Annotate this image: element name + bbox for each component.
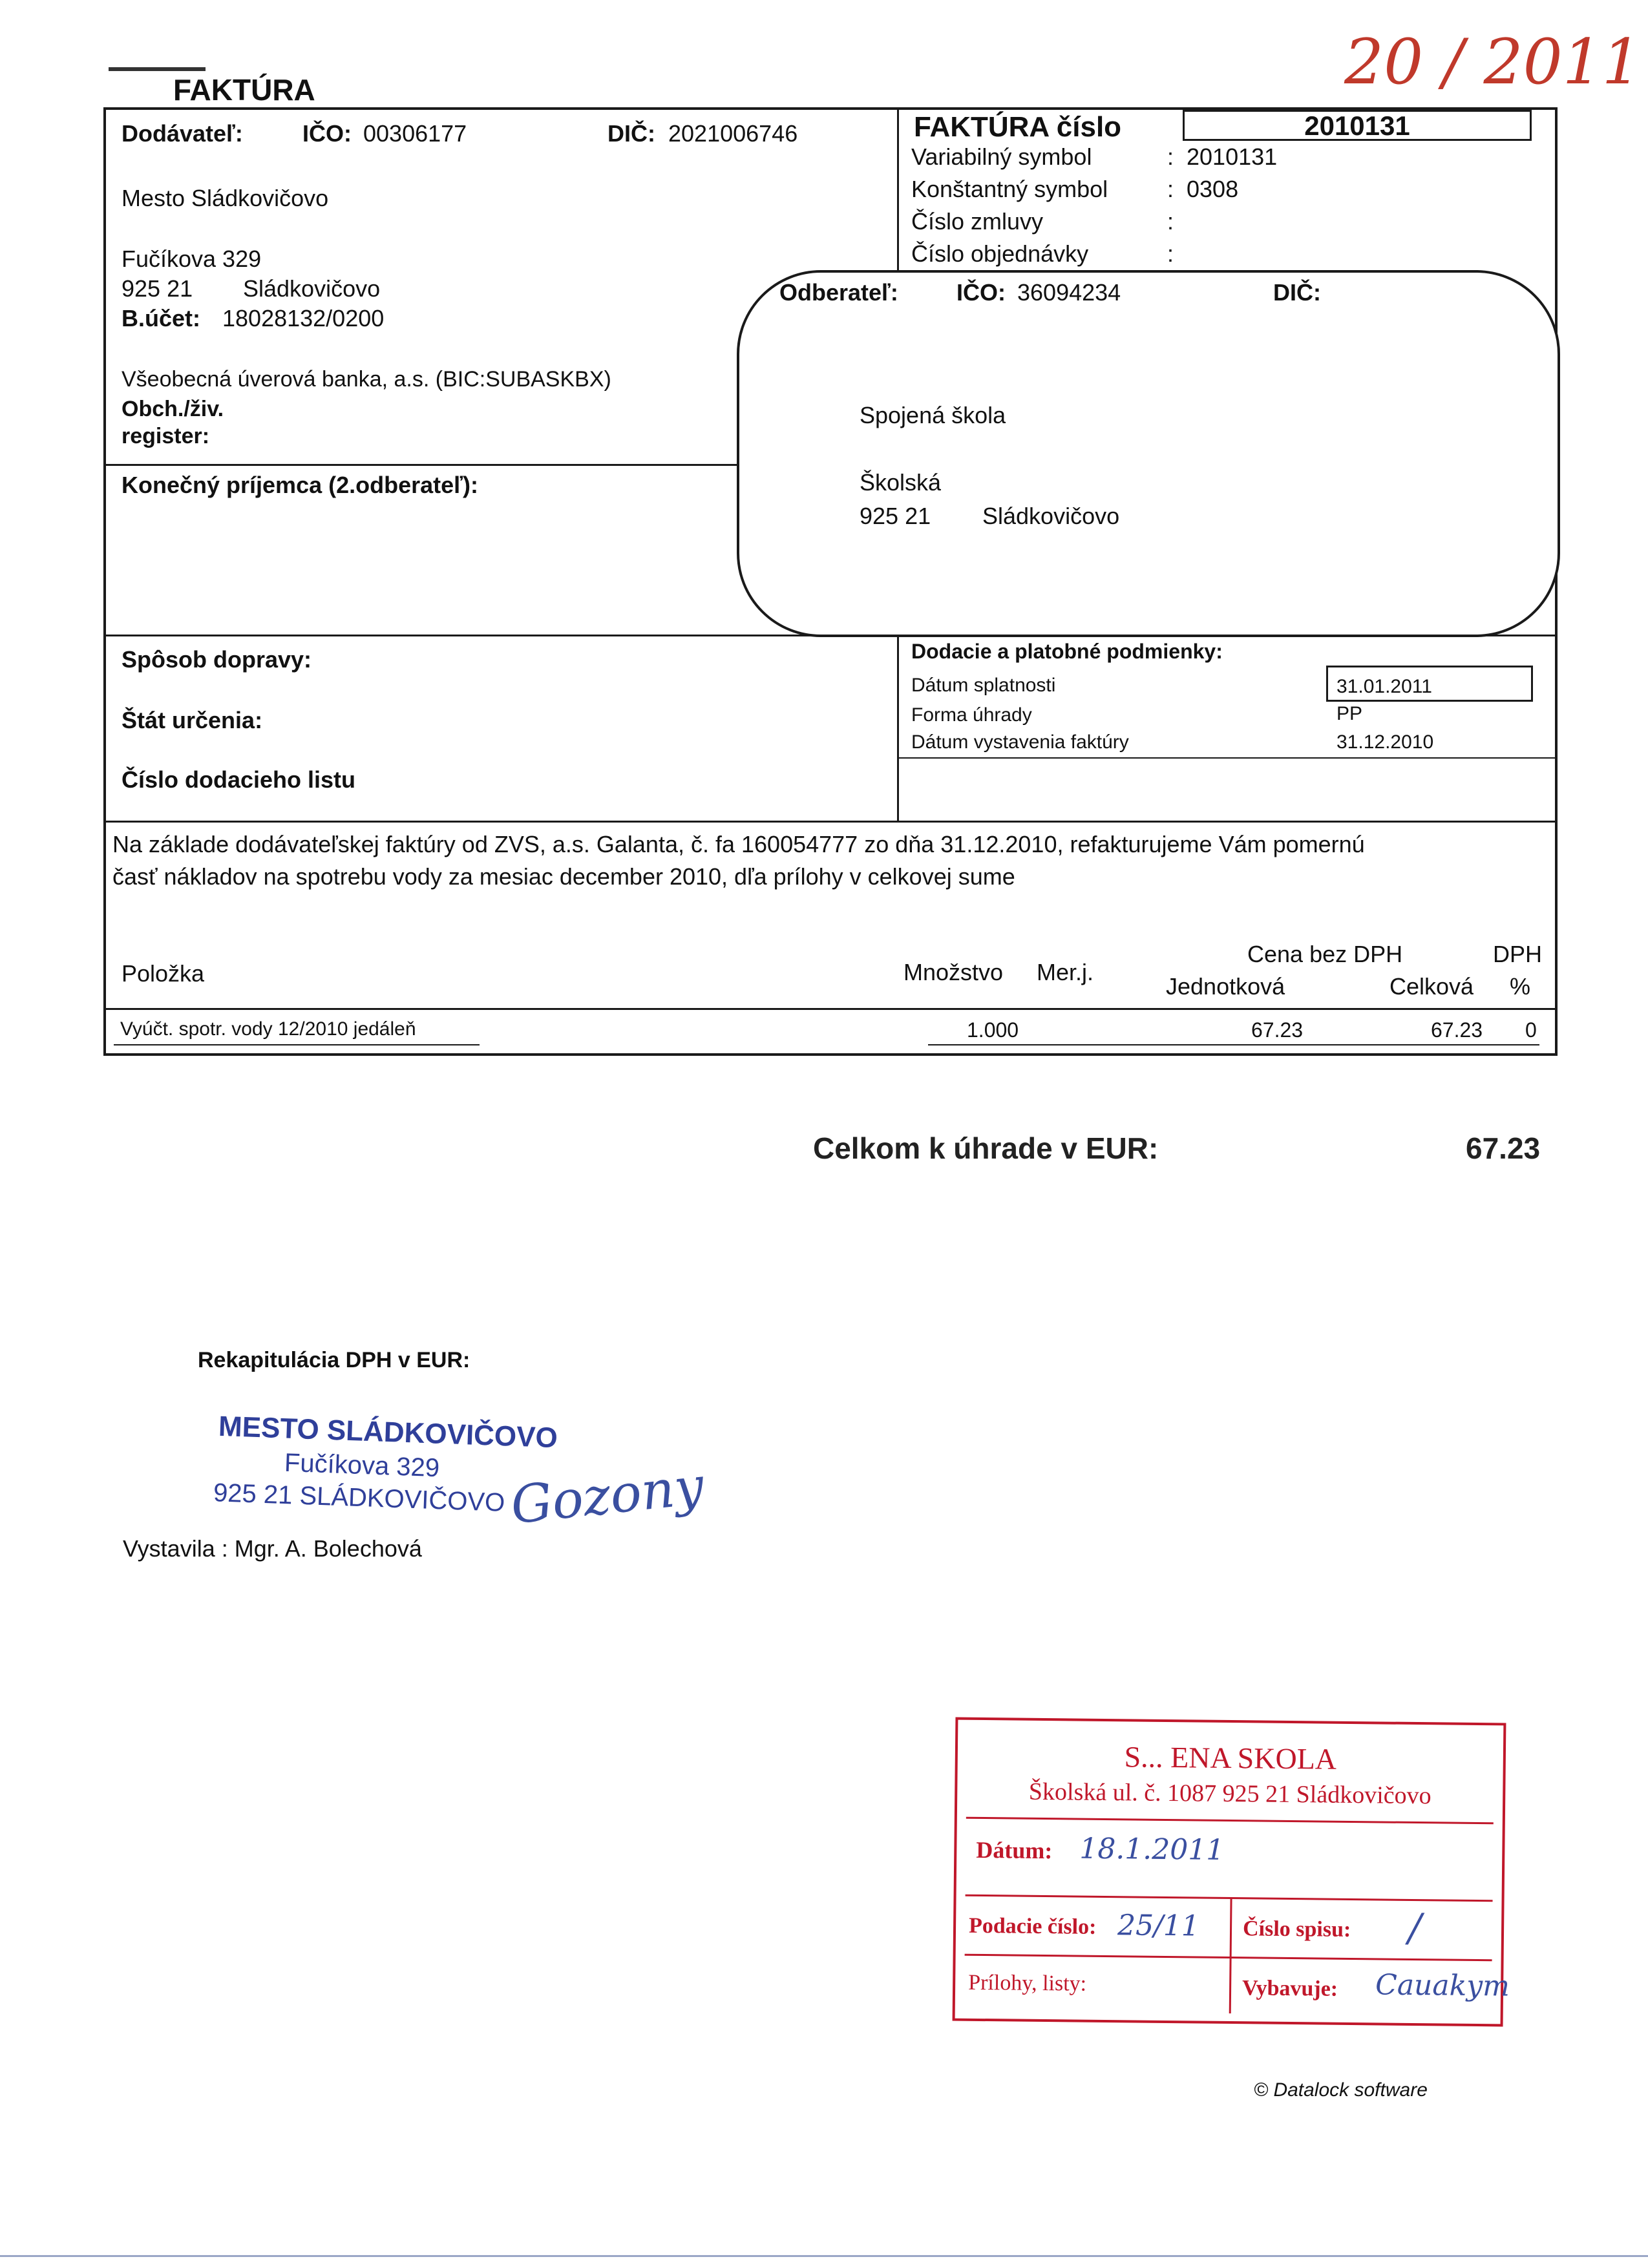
description-line-1: Na základe dodávateľskej faktúry od ZVS, a.s. Galanta, č. fa 160054777 zo dňa 31.12.2010, refakturujeme Vám pomernú bbox=[112, 831, 1365, 857]
contract-number-label: Číslo zmluvy bbox=[911, 208, 1044, 235]
divider-transport-terms bbox=[897, 635, 899, 822]
item-vat: 0 bbox=[1525, 1018, 1537, 1042]
item-unit-price: 67.23 bbox=[1251, 1018, 1304, 1042]
supplier-ico: 00306177 bbox=[363, 120, 467, 147]
received-stamp-title: S... ENA SKOLA bbox=[1124, 1740, 1337, 1776]
supplier-register-label-1: Obch./živ. bbox=[121, 397, 224, 421]
constant-symbol-value: 0308 bbox=[1187, 176, 1239, 202]
received-stamp-handler-value: Cauakym bbox=[1375, 1968, 1510, 2003]
supplier-name: Mesto Sládkovičovo bbox=[121, 185, 329, 211]
supplier-stamp-line-3: 925 21 SLÁDKOVIČOVO bbox=[213, 1478, 505, 1517]
supplier-stamp-line-1: MESTO SLÁDKOVIČOVO bbox=[218, 1410, 558, 1454]
issue-date-label: Dátum vystavenia faktúry bbox=[911, 731, 1129, 753]
received-stamp-file-label: Číslo spisu: bbox=[1242, 1916, 1351, 1942]
scan-edge-line bbox=[0, 2255, 1648, 2257]
customer-name: Spojená škola bbox=[860, 402, 1006, 428]
supplier-zip: 925 21 bbox=[121, 275, 193, 302]
supplier-city: Sládkovičovo bbox=[243, 275, 381, 302]
received-stamp-attachments-label: Prílohy, listy: bbox=[967, 1970, 1087, 1996]
supplier-street: Fučíkova 329 bbox=[121, 246, 262, 272]
issued-by: Vystavila : Mgr. A. Bolechová bbox=[123, 1535, 422, 1562]
received-stamp-filing-label: Podacie číslo: bbox=[968, 1913, 1097, 1939]
payment-form: PP bbox=[1336, 703, 1363, 724]
divider-final-recipient bbox=[103, 464, 750, 466]
customer-city: Sládkovičovo bbox=[982, 503, 1120, 529]
transport-mode-label: Spôsob dopravy: bbox=[121, 646, 312, 673]
items-header-vat-pct: % bbox=[1510, 973, 1531, 1000]
supplier-ico-label: IČO: bbox=[302, 120, 352, 147]
items-header-item: Položka bbox=[121, 960, 205, 987]
received-stamp-file-value: / bbox=[1408, 1905, 1422, 1951]
supplier-dic-label: DIČ: bbox=[607, 120, 655, 147]
supplier-account: 18028132/0200 bbox=[222, 305, 385, 331]
items-header-qty: Množstvo bbox=[903, 959, 1004, 985]
customer-label: Odberateľ: bbox=[779, 279, 898, 306]
items-header-price-no-vat: Cena bez DPH bbox=[1247, 941, 1403, 967]
supplier-bank: Všeobecná úverová banka, a.s. (BIC:SUBASKBX) bbox=[121, 367, 611, 392]
received-stamp-divider-3 bbox=[965, 1954, 1492, 1962]
items-header-unit: Mer.j. bbox=[1037, 959, 1094, 985]
header-dash bbox=[109, 67, 206, 71]
divider-transport bbox=[103, 635, 1558, 636]
item-name: Vyúčt. spotr. vody 12/2010 jedáleň bbox=[120, 1018, 416, 1040]
terms-title: Dodacie a platobné podmienky: bbox=[911, 640, 1223, 663]
item-qty: 1.000 bbox=[967, 1018, 1019, 1042]
received-stamp-divider-2 bbox=[966, 1895, 1493, 1902]
item-values-underline bbox=[928, 1044, 1539, 1045]
items-header-vat: DPH bbox=[1493, 941, 1543, 967]
received-stamp-divider-vertical bbox=[1229, 1897, 1232, 2013]
customer-zip: 925 21 bbox=[860, 503, 931, 529]
issue-date: 31.12.2010 bbox=[1336, 731, 1434, 753]
received-stamp-address: Školská ul. č. 1087 925 21 Sládkovičovo bbox=[1028, 1778, 1431, 1810]
customer-box bbox=[737, 270, 1560, 637]
due-date: 31.01.2011 bbox=[1336, 676, 1432, 697]
items-header-unit-price: Jednotková bbox=[1166, 973, 1285, 1000]
divider-issue-date bbox=[897, 757, 1558, 759]
due-date-label: Dátum splatnosti bbox=[911, 675, 1056, 696]
vat-recap-label: Rekapitulácia DPH v EUR: bbox=[198, 1348, 470, 1372]
description-line-2: časť nákladov na spotrebu vody za mesiac december 2010, dľa prílohy v celkovej sume bbox=[112, 863, 1015, 890]
constant-symbol-label: Konštantný symbol bbox=[911, 176, 1108, 202]
customer-ico: 36094234 bbox=[1017, 279, 1121, 306]
order-number-sep: : bbox=[1167, 240, 1174, 267]
document-title: FAKTÚRA bbox=[173, 73, 315, 107]
contract-number-sep: : bbox=[1167, 208, 1174, 235]
customer-street: Školská bbox=[860, 469, 942, 496]
item-name-underline bbox=[114, 1044, 480, 1045]
divider-items-header bbox=[103, 1008, 1558, 1010]
divider-description bbox=[103, 821, 1558, 823]
supplier-stamp-line-2: Fučíkova 329 bbox=[284, 1448, 440, 1483]
constant-symbol-sep: : bbox=[1167, 176, 1174, 202]
handwritten-reference: 20 / 2011 bbox=[1344, 26, 1642, 98]
supplier-register-label-2: register: bbox=[121, 424, 210, 448]
received-stamp-divider-1 bbox=[966, 1817, 1494, 1825]
supplier-label: Dodávateľ: bbox=[121, 120, 243, 147]
final-recipient-label: Konečný príjemca (2.odberateľ): bbox=[121, 472, 479, 498]
received-stamp-filing-value: 25/11 bbox=[1117, 1909, 1200, 1943]
received-stamp-date-value: 18.1.2011 bbox=[1079, 1832, 1225, 1867]
divider-supplier-invoice bbox=[897, 107, 899, 279]
received-stamp-handler-label: Vybavuje: bbox=[1241, 1976, 1338, 2001]
order-number-label: Číslo objednávky bbox=[911, 240, 1089, 267]
received-stamp bbox=[953, 1717, 1510, 2027]
customer-ico-label: IČO: bbox=[956, 279, 1006, 306]
items-header-total-price: Celková bbox=[1389, 973, 1474, 1000]
payment-form-label: Forma úhrady bbox=[911, 704, 1032, 726]
signature: Gozony bbox=[507, 1455, 707, 1536]
received-stamp-date-label: Dátum: bbox=[976, 1836, 1053, 1864]
item-total: 67.23 bbox=[1431, 1018, 1483, 1042]
invoice-number-box bbox=[1183, 110, 1532, 141]
variable-symbol-sep: : bbox=[1167, 143, 1174, 170]
footer-copyright: © Datalock software bbox=[1254, 2079, 1428, 2101]
total-label: Celkom k úhrade v EUR: bbox=[813, 1131, 1159, 1165]
delivery-note-label: Číslo dodacieho listu bbox=[121, 766, 356, 793]
customer-dic-label: DIČ: bbox=[1273, 279, 1321, 306]
invoice-number-label: FAKTÚRA číslo bbox=[914, 111, 1122, 143]
total-amount: 67.23 bbox=[1466, 1131, 1541, 1165]
supplier-dic: 2021006746 bbox=[668, 120, 798, 147]
supplier-account-label: B.účet: bbox=[121, 305, 201, 331]
variable-symbol-label: Variabilný symbol bbox=[911, 143, 1092, 170]
variable-symbol-value: 2010131 bbox=[1187, 143, 1278, 170]
destination-state-label: Štát určenia: bbox=[121, 707, 263, 733]
invoice-number: 2010131 bbox=[1304, 110, 1410, 141]
